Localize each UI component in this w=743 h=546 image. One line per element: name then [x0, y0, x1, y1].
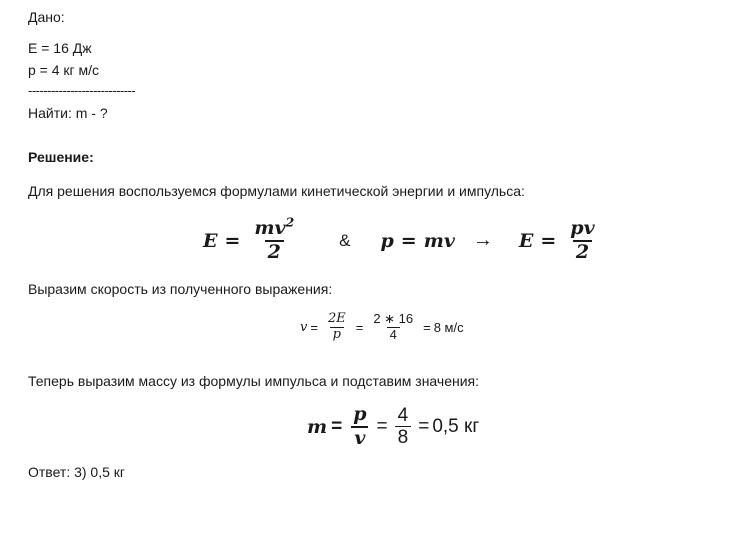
formula3-num1: p: [353, 403, 367, 425]
formula2-fraction1: [325, 312, 349, 343]
formula1-p-rhs: mv: [423, 229, 455, 252]
formula2-lhs: v: [300, 319, 308, 335]
given-heading: Дано:: [28, 9, 65, 25]
formula2-num1: 2E: [327, 311, 346, 326]
formula1-e2-eq: =: [540, 229, 557, 252]
formula1-e2-num: pv: [570, 217, 595, 239]
velocity-formula: [300, 312, 464, 343]
formula1-lhs: E: [203, 229, 218, 252]
formula3-lhs: m: [307, 415, 328, 438]
given-divider: ----------------------------: [28, 83, 136, 98]
step1-text: Выразим скорость из полученного выражения:: [28, 281, 333, 297]
formula3-den1: v: [351, 426, 368, 450]
formula1-eq: =: [224, 229, 241, 252]
formula3-fraction1: [350, 404, 369, 450]
formula1-sup: 2: [285, 214, 295, 230]
formula2-eq1: =: [310, 319, 318, 335]
formula1-e2-fraction: [567, 218, 597, 264]
formula3-fraction2: [395, 405, 412, 450]
formula2-den2: 4: [387, 327, 400, 343]
intro-text: Для решения воспользуемся формулами кинетической энергии и импульса:: [28, 183, 525, 199]
formula3-eq3: =: [418, 415, 430, 437]
kinetic-momentum-formula: [203, 214, 602, 264]
formula1-arrow: →: [472, 229, 493, 252]
formula1-and: &: [339, 230, 351, 250]
formula2-eq2: =: [355, 319, 364, 335]
step2-text: Теперь выразим массу из формулы импульса и подставим значения:: [28, 373, 480, 389]
formula1-num: mv: [254, 217, 286, 239]
given-energy: E = 16 Дж: [28, 40, 92, 56]
formula2-result: 8 м/с: [433, 319, 464, 335]
formula2-eq3: =: [423, 319, 431, 335]
find-line: Найти: m - ?: [28, 105, 108, 121]
formula3-eq2: =: [376, 415, 388, 437]
formula3-num2: 4: [397, 404, 409, 426]
formula1-p-lhs: p: [380, 229, 394, 252]
formula3-result: 0,5 кг: [432, 415, 480, 437]
formula3-den2: 8: [395, 426, 412, 449]
formula1-fraction: [251, 214, 297, 264]
mass-formula: [307, 404, 479, 450]
formula1-den: 2: [265, 240, 284, 264]
formula1-e2-den: 2: [573, 240, 592, 264]
formula1-e2-lhs: E: [518, 229, 534, 252]
formula2-fraction2: [370, 312, 416, 343]
given-momentum: p = 4 кг м/с: [28, 62, 100, 78]
formula2-den1: p: [330, 327, 344, 343]
formula1-p-eq: =: [400, 229, 417, 252]
formula3-eq1: =: [331, 415, 343, 437]
solution-heading: Решение:: [28, 149, 94, 165]
formula2-num2: 2 ∗ 16: [373, 311, 414, 326]
answer-line: Ответ: 3) 0,5 кг: [28, 464, 126, 480]
